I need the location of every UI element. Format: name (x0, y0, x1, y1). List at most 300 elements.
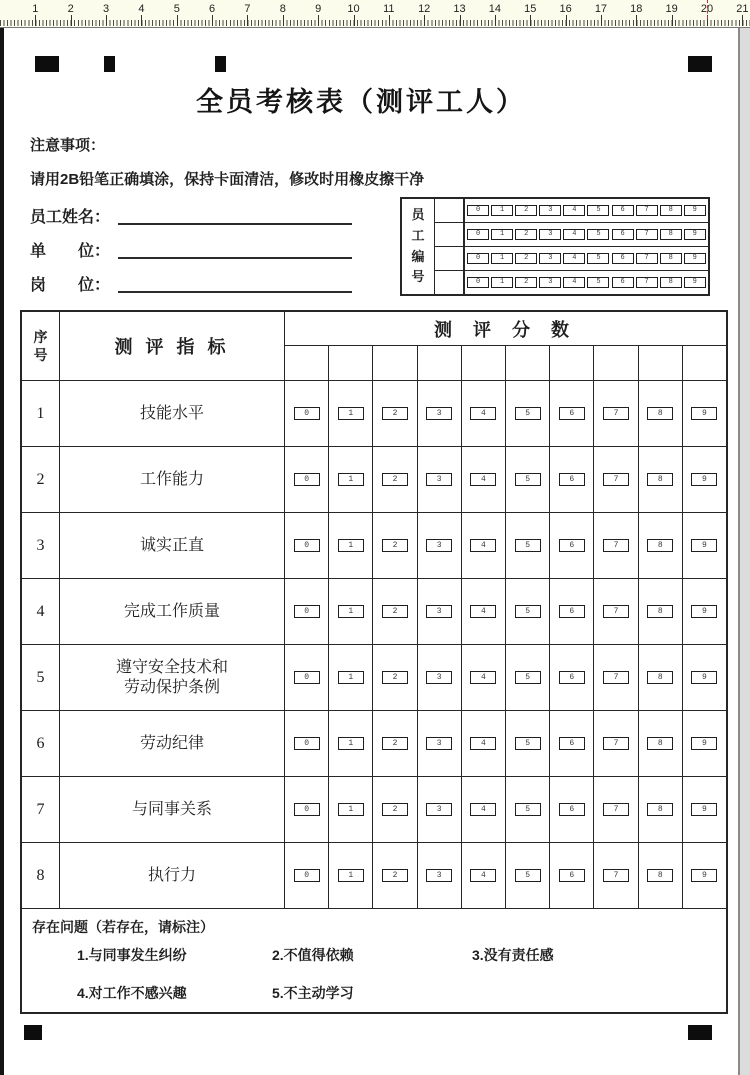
ruler-major-tick (283, 15, 284, 26)
bubble-digit: 8 (657, 474, 663, 484)
ruler-number: 4 (138, 3, 145, 15)
ruler-major-tick (71, 15, 72, 26)
score-cell (329, 447, 373, 512)
ruler-number: 15 (524, 3, 537, 15)
omr-bubble-8[interactable] (660, 229, 682, 240)
ruler-major-tick (495, 15, 496, 26)
bubble-digit: 1 (348, 804, 354, 814)
score-cell (462, 645, 506, 710)
score-cell (285, 447, 329, 512)
omr-bubble-7[interactable] (603, 539, 629, 552)
bubble-digit: 5 (596, 254, 601, 262)
omr-bubble-7[interactable] (603, 473, 629, 486)
omr-bubble-7[interactable] (636, 253, 658, 264)
ruler-major-tick (601, 15, 602, 26)
omr-bubble-3[interactable] (426, 737, 452, 750)
omr-bubble-0[interactable] (467, 205, 489, 216)
omr-bubble-4[interactable] (563, 277, 585, 288)
omr-bubble-4[interactable] (470, 737, 496, 750)
bubble-digit: 9 (702, 804, 707, 814)
omr-bubble-3[interactable] (426, 803, 452, 816)
indicator-row (22, 776, 726, 842)
score-cell (418, 447, 462, 512)
omr-bubble-8[interactable] (647, 407, 673, 420)
write-in-fields (30, 204, 360, 306)
employee-number-label: 员工编号 (411, 206, 425, 285)
ruler-major-tick (177, 15, 178, 26)
omr-bubble-0[interactable] (294, 605, 320, 618)
bubble-digit: 4 (481, 804, 486, 814)
employee-number-write-cell[interactable] (435, 199, 465, 222)
registration-mark-bottom-left (24, 1025, 42, 1040)
score-cell (418, 513, 462, 578)
omr-bubble-4[interactable] (563, 253, 585, 264)
bubble-digit: 7 (613, 540, 619, 550)
omr-bubble-5[interactable] (587, 253, 609, 264)
bubble-digit: 2 (392, 870, 398, 880)
ruler-number: 11 (383, 3, 395, 15)
score-cell (550, 447, 594, 512)
omr-bubble-6[interactable] (612, 277, 634, 288)
omr-bubble-7[interactable] (603, 407, 629, 420)
omr-bubble-0[interactable] (467, 253, 489, 264)
row-number: 4 (22, 579, 60, 644)
omr-bubble-6[interactable] (559, 473, 585, 486)
bubble-digit: 7 (613, 474, 619, 484)
omr-bubble-5[interactable] (515, 605, 541, 618)
bubble-digit: 6 (569, 870, 575, 880)
score-cell (329, 645, 373, 710)
registration-mark-bottom-right (688, 1025, 712, 1040)
bubble-digit: 2 (524, 254, 529, 262)
ruler-number: 19 (665, 3, 678, 15)
indicator-line: 执行力 (147, 866, 196, 884)
row-number: 2 (22, 447, 60, 512)
indicator-label (60, 645, 285, 710)
field-label: 岗 位： (30, 277, 111, 294)
field-write-line[interactable] (118, 238, 352, 259)
omr-bubble-0[interactable] (294, 671, 320, 684)
omr-bubble-5[interactable] (515, 737, 541, 750)
problems-title: 存在问题（若存在，请标注） (32, 919, 214, 935)
omr-bubble-4[interactable] (470, 803, 496, 816)
bubble-digit: 2 (524, 230, 529, 238)
omr-bubble-1[interactable] (338, 671, 364, 684)
indicator-label (60, 711, 285, 776)
registration-mark-top-left (35, 56, 59, 72)
notice-label: 注意事项： (30, 137, 106, 154)
omr-bubble-5[interactable] (515, 803, 541, 816)
score-cell (639, 579, 683, 644)
omr-bubble-9[interactable] (691, 539, 717, 552)
employee-number-row (435, 247, 708, 271)
omr-bubble-2[interactable] (515, 205, 537, 216)
employee-number-row (435, 199, 708, 223)
score-column-header-cell (285, 346, 329, 380)
omr-bubble-4[interactable] (470, 539, 496, 552)
indicator-label (60, 579, 285, 644)
bubble-digit: 8 (657, 540, 663, 550)
registration-mark-top-2 (104, 56, 115, 72)
omr-bubble-6[interactable] (559, 869, 585, 882)
omr-bubble-2[interactable] (382, 737, 408, 750)
bubble-digit: 4 (481, 474, 486, 484)
omr-bubble-9[interactable] (691, 737, 717, 750)
omr-bubble-6[interactable] (559, 671, 585, 684)
employee-number-write-cell[interactable] (435, 271, 465, 294)
omr-bubble-4[interactable] (470, 605, 496, 618)
bubble-digit: 6 (569, 408, 575, 418)
omr-bubble-1[interactable] (491, 205, 513, 216)
bubble-digit: 3 (548, 254, 553, 262)
bubble-digit: 6 (569, 738, 575, 748)
omr-bubble-3[interactable] (426, 605, 452, 618)
omr-bubble-5[interactable] (515, 407, 541, 420)
bubble-digit: 6 (620, 230, 625, 238)
bubble-digit: 4 (572, 230, 577, 238)
omr-bubble-5[interactable] (515, 869, 541, 882)
score-cell (506, 711, 550, 776)
bubble-digit: 8 (657, 738, 663, 748)
bubble-digit: 4 (572, 206, 577, 214)
score-cell (329, 579, 373, 644)
omr-bubble-7[interactable] (636, 229, 658, 240)
omr-bubble-0[interactable] (294, 803, 320, 816)
bubble-digit: 1 (348, 474, 354, 484)
score-column-header-cell (594, 346, 638, 380)
omr-bubble-2[interactable] (515, 229, 537, 240)
omr-bubble-6[interactable] (559, 407, 585, 420)
field-write-line[interactable] (118, 272, 352, 293)
bubble-digit: 4 (481, 606, 486, 616)
ruler-number: 6 (209, 3, 216, 15)
field-row (30, 238, 360, 272)
omr-bubble-1[interactable] (338, 407, 364, 420)
omr-bubble-2[interactable] (382, 473, 408, 486)
omr-bubble-0[interactable] (294, 869, 320, 882)
ruler-major-tick (318, 15, 319, 26)
bubble-digit: 6 (569, 474, 575, 484)
omr-bubble-7[interactable] (636, 205, 658, 216)
omr-bubble-3[interactable] (426, 407, 452, 420)
score-cell (594, 645, 638, 710)
score-cell (285, 579, 329, 644)
bubble-digit: 0 (475, 206, 481, 214)
ruler-number: 21 (736, 3, 749, 15)
bubble-digit: 7 (613, 870, 619, 880)
score-cell (373, 513, 417, 578)
indicator-line: 诚实正直 (139, 536, 204, 554)
omr-bubble-9[interactable] (691, 869, 717, 882)
field-label: 员工姓名： (30, 209, 111, 226)
bubble-digit: 4 (481, 738, 486, 748)
page-right-edge (738, 28, 750, 1075)
bubble-digit: 8 (657, 672, 663, 682)
omr-bubble-8[interactable] (660, 205, 682, 216)
omr-bubble-6[interactable] (612, 229, 634, 240)
omr-bubble-8[interactable] (647, 803, 673, 816)
omr-bubble-1[interactable] (338, 539, 364, 552)
omr-bubble-0[interactable] (294, 737, 320, 750)
bubble-digit: 4 (572, 278, 577, 286)
registration-mark-top-right (688, 56, 712, 72)
row-number: 7 (22, 777, 60, 842)
omr-bubble-2[interactable] (382, 407, 408, 420)
omr-bubble-6[interactable] (559, 605, 585, 618)
bubble-digit: 2 (392, 606, 398, 616)
indicator-label (60, 513, 285, 578)
ruler-number: 9 (315, 3, 322, 15)
omr-bubble-2[interactable] (382, 671, 408, 684)
omr-bubble-5[interactable] (587, 277, 609, 288)
score-column-header-cell (550, 346, 594, 380)
omr-bubble-4[interactable] (470, 671, 496, 684)
employee-number-write-cell[interactable] (435, 223, 465, 246)
omr-bubble-0[interactable] (294, 407, 320, 420)
omr-bubble-2[interactable] (515, 277, 537, 288)
score-cell (594, 381, 638, 446)
omr-bubble-4[interactable] (563, 229, 585, 240)
omr-bubble-6[interactable] (559, 803, 585, 816)
omr-bubble-9[interactable] (684, 229, 706, 240)
omr-bubble-7[interactable] (603, 737, 629, 750)
header-score-label: 测 评 分 数 (285, 312, 726, 346)
indicator-row (22, 842, 726, 908)
score-cell (462, 711, 506, 776)
bubble-digit: 3 (436, 474, 442, 484)
field-write-line[interactable] (118, 204, 352, 225)
omr-bubble-1[interactable] (338, 803, 364, 816)
omr-bubble-3[interactable] (539, 229, 561, 240)
omr-bubble-8[interactable] (647, 605, 673, 618)
omr-bubble-3[interactable] (426, 539, 452, 552)
omr-bubble-7[interactable] (603, 803, 629, 816)
omr-bubble-8[interactable] (660, 253, 682, 264)
bubble-digit: 5 (525, 870, 531, 880)
omr-bubble-1[interactable] (491, 277, 513, 288)
omr-bubble-6[interactable] (559, 737, 585, 750)
omr-bubble-3[interactable] (426, 473, 452, 486)
omr-bubble-4[interactable] (470, 869, 496, 882)
employee-number-write-cell[interactable] (435, 247, 465, 270)
omr-bubble-8[interactable] (647, 671, 673, 684)
score-cell (285, 513, 329, 578)
score-cell (506, 777, 550, 842)
bubble-digit: 5 (596, 230, 601, 238)
bubble-digit: 0 (304, 474, 309, 484)
ruler-major-tick (247, 15, 248, 26)
bubble-digit: 9 (692, 278, 697, 286)
omr-bubble-2[interactable] (382, 605, 408, 618)
ruler-major-tick (460, 15, 461, 26)
omr-bubble-9[interactable] (684, 253, 706, 264)
ruler-number: 3 (102, 3, 110, 15)
omr-bubble-4[interactable] (563, 205, 585, 216)
bubble-digit: 2 (524, 278, 529, 286)
omr-bubble-3[interactable] (539, 205, 561, 216)
omr-bubble-1[interactable] (491, 229, 513, 240)
omr-bubble-2[interactable] (382, 869, 408, 882)
ruler-number: 13 (453, 3, 466, 15)
omr-bubble-9[interactable] (691, 473, 717, 486)
bubble-digit: 0 (304, 606, 309, 616)
omr-bubble-7[interactable] (603, 671, 629, 684)
bubble-digit: 5 (525, 738, 531, 748)
omr-bubble-6[interactable] (612, 205, 634, 216)
omr-bubble-7[interactable] (603, 605, 629, 618)
omr-bubble-9[interactable] (691, 605, 717, 618)
omr-bubble-0[interactable] (467, 229, 489, 240)
score-cell (639, 381, 683, 446)
bubble-digit: 9 (702, 408, 707, 418)
omr-bubble-3[interactable] (426, 869, 452, 882)
indicator-row (22, 710, 726, 776)
omr-bubble-5[interactable] (515, 539, 541, 552)
ruler-number: 14 (488, 3, 502, 15)
evaluation-table (20, 310, 728, 1014)
score-column-header-cell (329, 346, 373, 380)
row-number: 3 (22, 513, 60, 578)
score-cell (462, 381, 506, 446)
score-cell (418, 645, 462, 710)
indicator-label (60, 381, 285, 446)
bubble-digit: 4 (572, 254, 577, 262)
employee-number-bubble-strip (465, 271, 708, 294)
bubble-digit: 6 (569, 672, 575, 682)
field-row (30, 204, 360, 238)
bubble-digit: 1 (348, 540, 354, 550)
score-cell (594, 579, 638, 644)
bubble-digit: 1 (348, 672, 354, 682)
ruler (0, 0, 750, 28)
ruler-major-tick (530, 15, 531, 26)
indicator-label (60, 843, 285, 908)
omr-bubble-1[interactable] (338, 473, 364, 486)
omr-bubble-7[interactable] (603, 869, 629, 882)
omr-bubble-8[interactable] (660, 277, 682, 288)
omr-bubble-9[interactable] (691, 671, 717, 684)
omr-bubble-4[interactable] (470, 407, 496, 420)
omr-bubble-9[interactable] (684, 277, 706, 288)
indicator-row (22, 578, 726, 644)
indicator-row (22, 446, 726, 512)
score-cell (462, 843, 506, 908)
omr-bubble-1[interactable] (338, 869, 364, 882)
omr-bubble-5[interactable] (587, 229, 609, 240)
omr-bubble-8[interactable] (647, 473, 673, 486)
omr-bubble-0[interactable] (467, 277, 489, 288)
omr-bubble-1[interactable] (338, 737, 364, 750)
bubble-digit: 5 (525, 474, 531, 484)
indicator-label (60, 777, 285, 842)
omr-bubble-7[interactable] (636, 277, 658, 288)
omr-bubble-4[interactable] (470, 473, 496, 486)
bubble-digit: 9 (692, 254, 697, 262)
score-cell (639, 711, 683, 776)
score-cell (683, 711, 726, 776)
omr-bubble-5[interactable] (515, 671, 541, 684)
omr-bubble-5[interactable] (515, 473, 541, 486)
bubble-digit: 3 (436, 672, 442, 682)
omr-bubble-8[interactable] (647, 539, 673, 552)
omr-bubble-6[interactable] (559, 539, 585, 552)
ruler-major-tick (106, 15, 107, 26)
score-cell (639, 843, 683, 908)
score-cell (639, 777, 683, 842)
header-no-label: 序号 (33, 328, 48, 363)
score-cell (418, 381, 462, 446)
ruler-major-tick (636, 15, 637, 26)
score-cell (506, 513, 550, 578)
bubble-digit: 7 (644, 254, 649, 262)
indicator-line: 劳动保护条例 (123, 678, 220, 696)
bubble-digit: 1 (500, 230, 505, 238)
bubble-digit: 4 (481, 540, 486, 550)
omr-bubble-9[interactable] (684, 205, 706, 216)
omr-bubble-8[interactable] (647, 869, 673, 882)
indicator-line: 工作能力 (139, 470, 204, 488)
indicator-row (22, 512, 726, 578)
field-label: 单 位： (30, 243, 111, 260)
omr-bubble-1[interactable] (338, 605, 364, 618)
omr-bubble-1[interactable] (491, 253, 513, 264)
bubble-digit: 9 (702, 672, 707, 682)
bubble-digit: 4 (481, 870, 486, 880)
bubble-digit: 0 (475, 254, 481, 262)
indicator-label (60, 447, 285, 512)
omr-bubble-5[interactable] (587, 205, 609, 216)
score-cell (506, 843, 550, 908)
table-header (22, 312, 726, 380)
employee-number-bubble-strip (465, 223, 708, 246)
bubble-digit: 3 (436, 870, 442, 880)
score-column-header-cell (462, 346, 506, 380)
omr-bubble-3[interactable] (539, 253, 561, 264)
bubble-digit: 3 (436, 606, 442, 616)
score-cell (418, 579, 462, 644)
score-cell (506, 645, 550, 710)
omr-bubble-9[interactable] (691, 407, 717, 420)
omr-bubble-2[interactable] (382, 803, 408, 816)
score-cell (462, 579, 506, 644)
omr-bubble-8[interactable] (647, 737, 673, 750)
omr-bubble-2[interactable] (515, 253, 537, 264)
row-number: 5 (22, 645, 60, 710)
indicator-line: 完成工作质量 (123, 602, 220, 620)
omr-bubble-0[interactable] (294, 473, 320, 486)
bubble-digit: 3 (436, 408, 442, 418)
bubble-digit: 5 (525, 408, 531, 418)
omr-bubble-0[interactable] (294, 539, 320, 552)
bubble-digit: 5 (525, 804, 531, 814)
score-cell (550, 843, 594, 908)
score-cell (285, 645, 329, 710)
score-cell (550, 711, 594, 776)
omr-bubble-6[interactable] (612, 253, 634, 264)
omr-bubble-2[interactable] (382, 539, 408, 552)
employee-number-bubble-strip (465, 199, 708, 222)
bubble-digit: 0 (475, 278, 481, 286)
omr-bubble-3[interactable] (539, 277, 561, 288)
score-cell (683, 579, 726, 644)
omr-bubble-9[interactable] (691, 803, 717, 816)
ruler-major-tick (35, 15, 36, 26)
bubble-digit: 8 (657, 804, 663, 814)
score-cell (285, 381, 329, 446)
omr-bubble-3[interactable] (426, 671, 452, 684)
row-number: 6 (22, 711, 60, 776)
header-indicator-cell: 测 评 指 标 (60, 312, 285, 380)
